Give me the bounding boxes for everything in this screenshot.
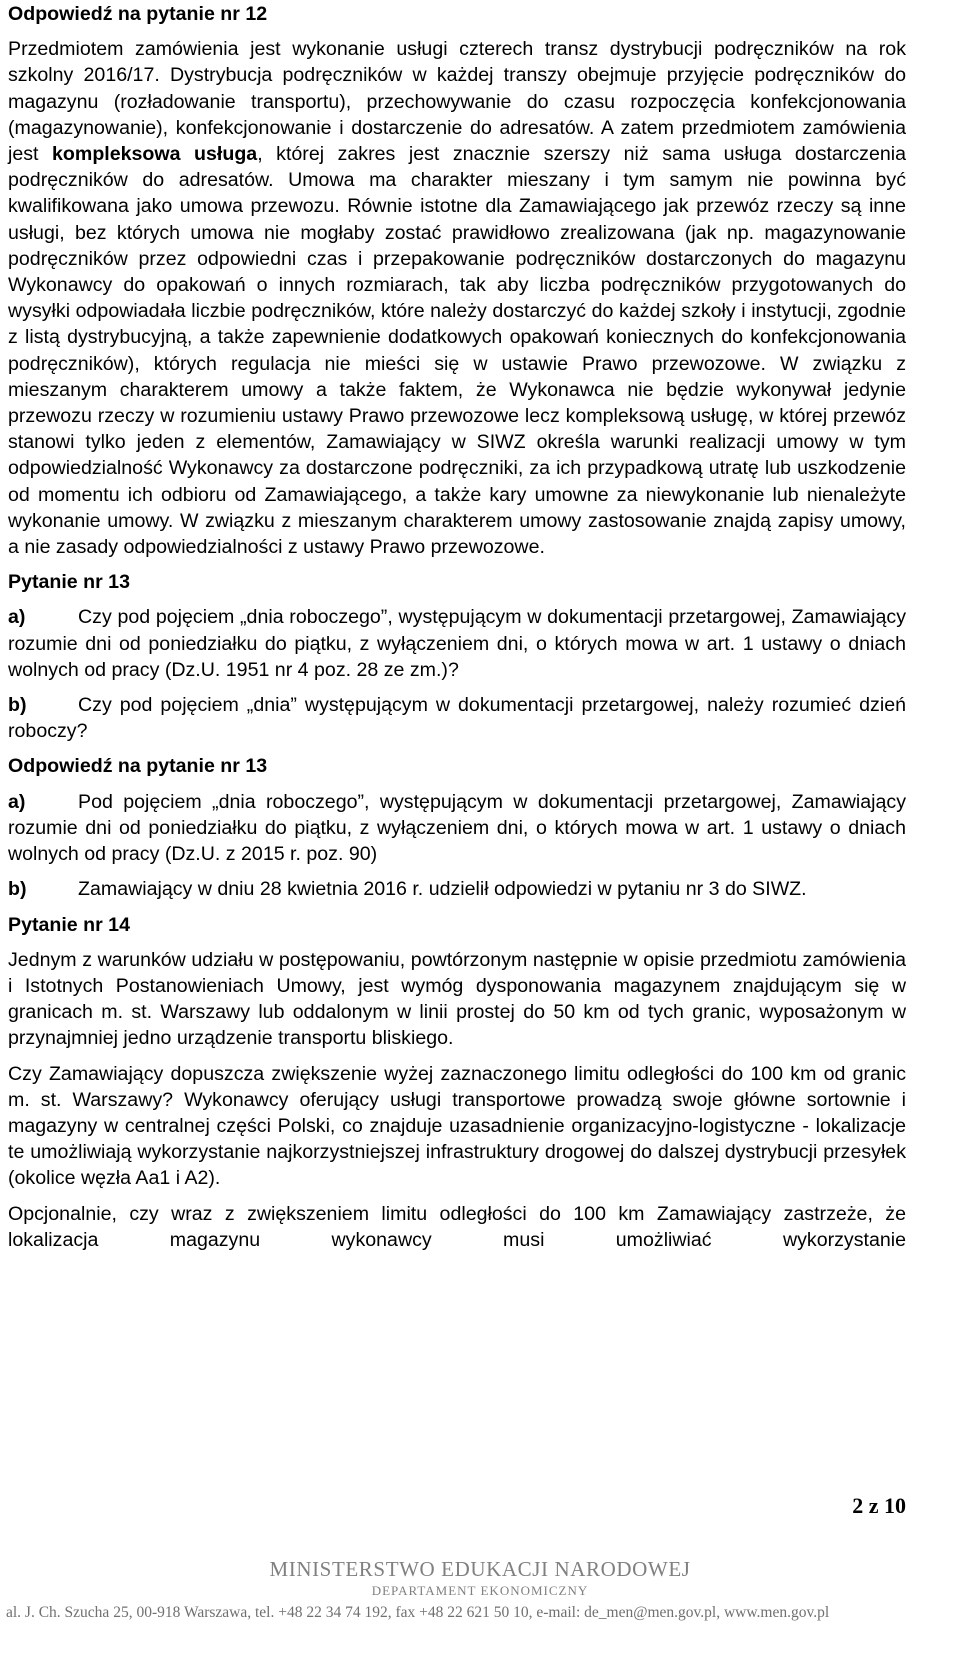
question-13-item-a [8, 604, 906, 683]
answer-12-bold-term: kompleksowa usługa [52, 143, 258, 166]
answer-12-heading: Odpowiedź na pytanie nr 12 [8, 3, 268, 25]
question-13-item-b [8, 692, 906, 744]
page-of: z [868, 1493, 879, 1518]
question-13-text-b: Czy pod pojęciem „dnia” występującym w dokumentacji przetargowej, należy rozumieć dzień roboczy? [8, 694, 906, 743]
question-13-text-a: Czy pod pojęciem „dnia roboczego”, występującym w dokumentacji przetargowej, Zamawiający rozumie dni od poniedziałku do piątku, z wyłączeniem dni, o których mowa w art. 1 ustawy o dniach wolnych od pracy (Dz.U. 1951 nr 4 poz. 28 ze zm.)? [8, 606, 906, 681]
footer-ministry-name: MINISTERSTWO EDUKACJI NARODOWEJ [269, 1557, 691, 1581]
footer-address: al. J. Ch. Szucha 25, 00-918 Warszawa, tel. +48 22 34 74 192, fax +48 22 621 50 10, e-mail: de_men@men.gov.pl, www.men.gov.pl [6, 1604, 830, 1621]
answer-13-heading: Odpowiedź na pytanie nr 13 [8, 755, 268, 778]
answer-13-label-a: a) [8, 790, 26, 813]
answer-13-text-b: Zamawiający w dniu 28 kwietnia 2016 r. udzielił odpowiedzi w pytaniu nr 3 do SIWZ. [78, 878, 807, 901]
answer-13-item-b [8, 876, 906, 902]
question-14-paragraph-1: Jednym z warunków udziału w postępowaniu, powtórzonym następnie w opisie przedmiotu zamówienia i Istotnych Postanowieniach Umowy, jest wymóg dysponowania magazynem znajdującym się w granicach m. st. Warszawy lub oddalonym w linii prostej do 50 km od tych granic, wyposażonym w przynajmniej jedno urządzenie transportu bliskiego. [8, 948, 906, 1050]
answer-12-paragraph [8, 36, 906, 560]
document-body [8, 0, 906, 1253]
question-14-paragraph-3: Opcjonalnie, czy wraz z zwiększeniem limitu odległości do 100 km Zamawiający zastrzeże, że lokalizacja magazynu wykonawcy musi umożliwiać wykorzystanie [8, 1202, 906, 1251]
answer-13-label-b: b) [8, 878, 27, 901]
page-number [852, 1493, 906, 1519]
answer-13-item-a [8, 789, 906, 868]
question-13-label-a: a) [8, 606, 26, 629]
page-total: 10 [884, 1493, 906, 1518]
question-14-heading: Pytanie nr 14 [8, 913, 130, 936]
footer-department-name: DEPARTAMENT EKONOMICZNY [371, 1583, 589, 1598]
page-current: 2 [852, 1493, 864, 1518]
answer-13-text-a: Pod pojęciem „dnia roboczego”, występującym w dokumentacji przetargowej, Zamawiający rozumie dni od poniedziałku do piątku, z wyłączeniem dni, o których mowa w art. 1 ustawy o dniach wolnych od pracy (Dz.U. z 2015 r. poz. 90) [8, 790, 906, 866]
question-13-heading: Pytanie nr 13 [8, 571, 130, 594]
question-13-label-b: b) [8, 694, 27, 717]
answer-12-text-part1: Przedmiotem zamówienia jest wykonanie usługi czterech transz dystrybucji podręczników na rok szkolny 2016/17. Dystrybucja podręczników w każdej transzy obejmuje przyjęcie podręczników do magazynu (rozładowanie transportu), przechowywanie do czasu rozpoczęcia konfekcjonowania (magazynowanie), konfekcjonowanie i dostarczenie do adresatów. A zatem przedmiotem zamówienia jest [8, 38, 906, 166]
question-14-paragraph-2: Czy Zamawiający dopuszcza zwiększenie wyżej zaznaczonego limitu odległości do 100 km od granic m. st. Warszawy? Wykonawcy oferujący usługi transportowe prowadzą swoje główne sortownie i magazyny w centralnej części Polski, co znajduje uzasadnienie organizacyjno-logistyczne - lokalizacje te umożliwiają wykorzystanie najkorzystniejszej infrastruktury drogowej do dalszej dystrybucji przesyłek (okolice węzła Aa1 i A2). [8, 1062, 906, 1190]
answer-12-text-part2: , której zakres jest znacznie szerszy niż sama usługa dostarczenia podręczników do adresatów. Umowa ma charakter mieszany i tym samym nie powinna być kwalifikowana jako umowa przewozu. Równie istotne dla Zamawiającego jak przewóz rzeczy są inne usługi, bez których umowa nie mogłaby zostać prawidłowo zrealizowana (jak np. magazynowanie podręczników przez odpowiedni czas i przepakowanie podręczników dostarczonych do magazynu Wykonawcy do opakowań o innych rozmiarach, tak aby liczba podręczników przygotowanych do wysyłki odpowiadała liczbie podręczników, które należy dostarczyć do każdej szkoły i instytucji, zgodnie z listą dystrybucyjną, a także zapewnienie dodatkowych opakowań koniecznych do konfekcjonowania podręczników), których regulacja nie mieści się w ustawie Prawo przewozowe. W związku z mieszanym charakterem umowy a także faktem, że Wykonawca nie będzie wykonywał jedynie przewozu rzeczy w rozumieniu ustawy Prawo przewozowe lecz kompleksową usługę, w której przewóz stanowi tylko jeden z elementów, Zamawiający w SIWZ określa warunki realizacji umowy w tym odpowiedzialność Wykonawcy za dostarczone podręczniki, za ich przypadkową utratę lub uszkodzenie od momentu ich odbioru od Zamawiającego, a także kary umowne za niewykonanie lub nienależyte wykonanie umowy. W związku z mieszanym charakterem umowy zastosowanie znajdą zapisy umowy, a nie zasady odpowiedzialności z ustawy Prawo przewozowe. [8, 143, 906, 559]
